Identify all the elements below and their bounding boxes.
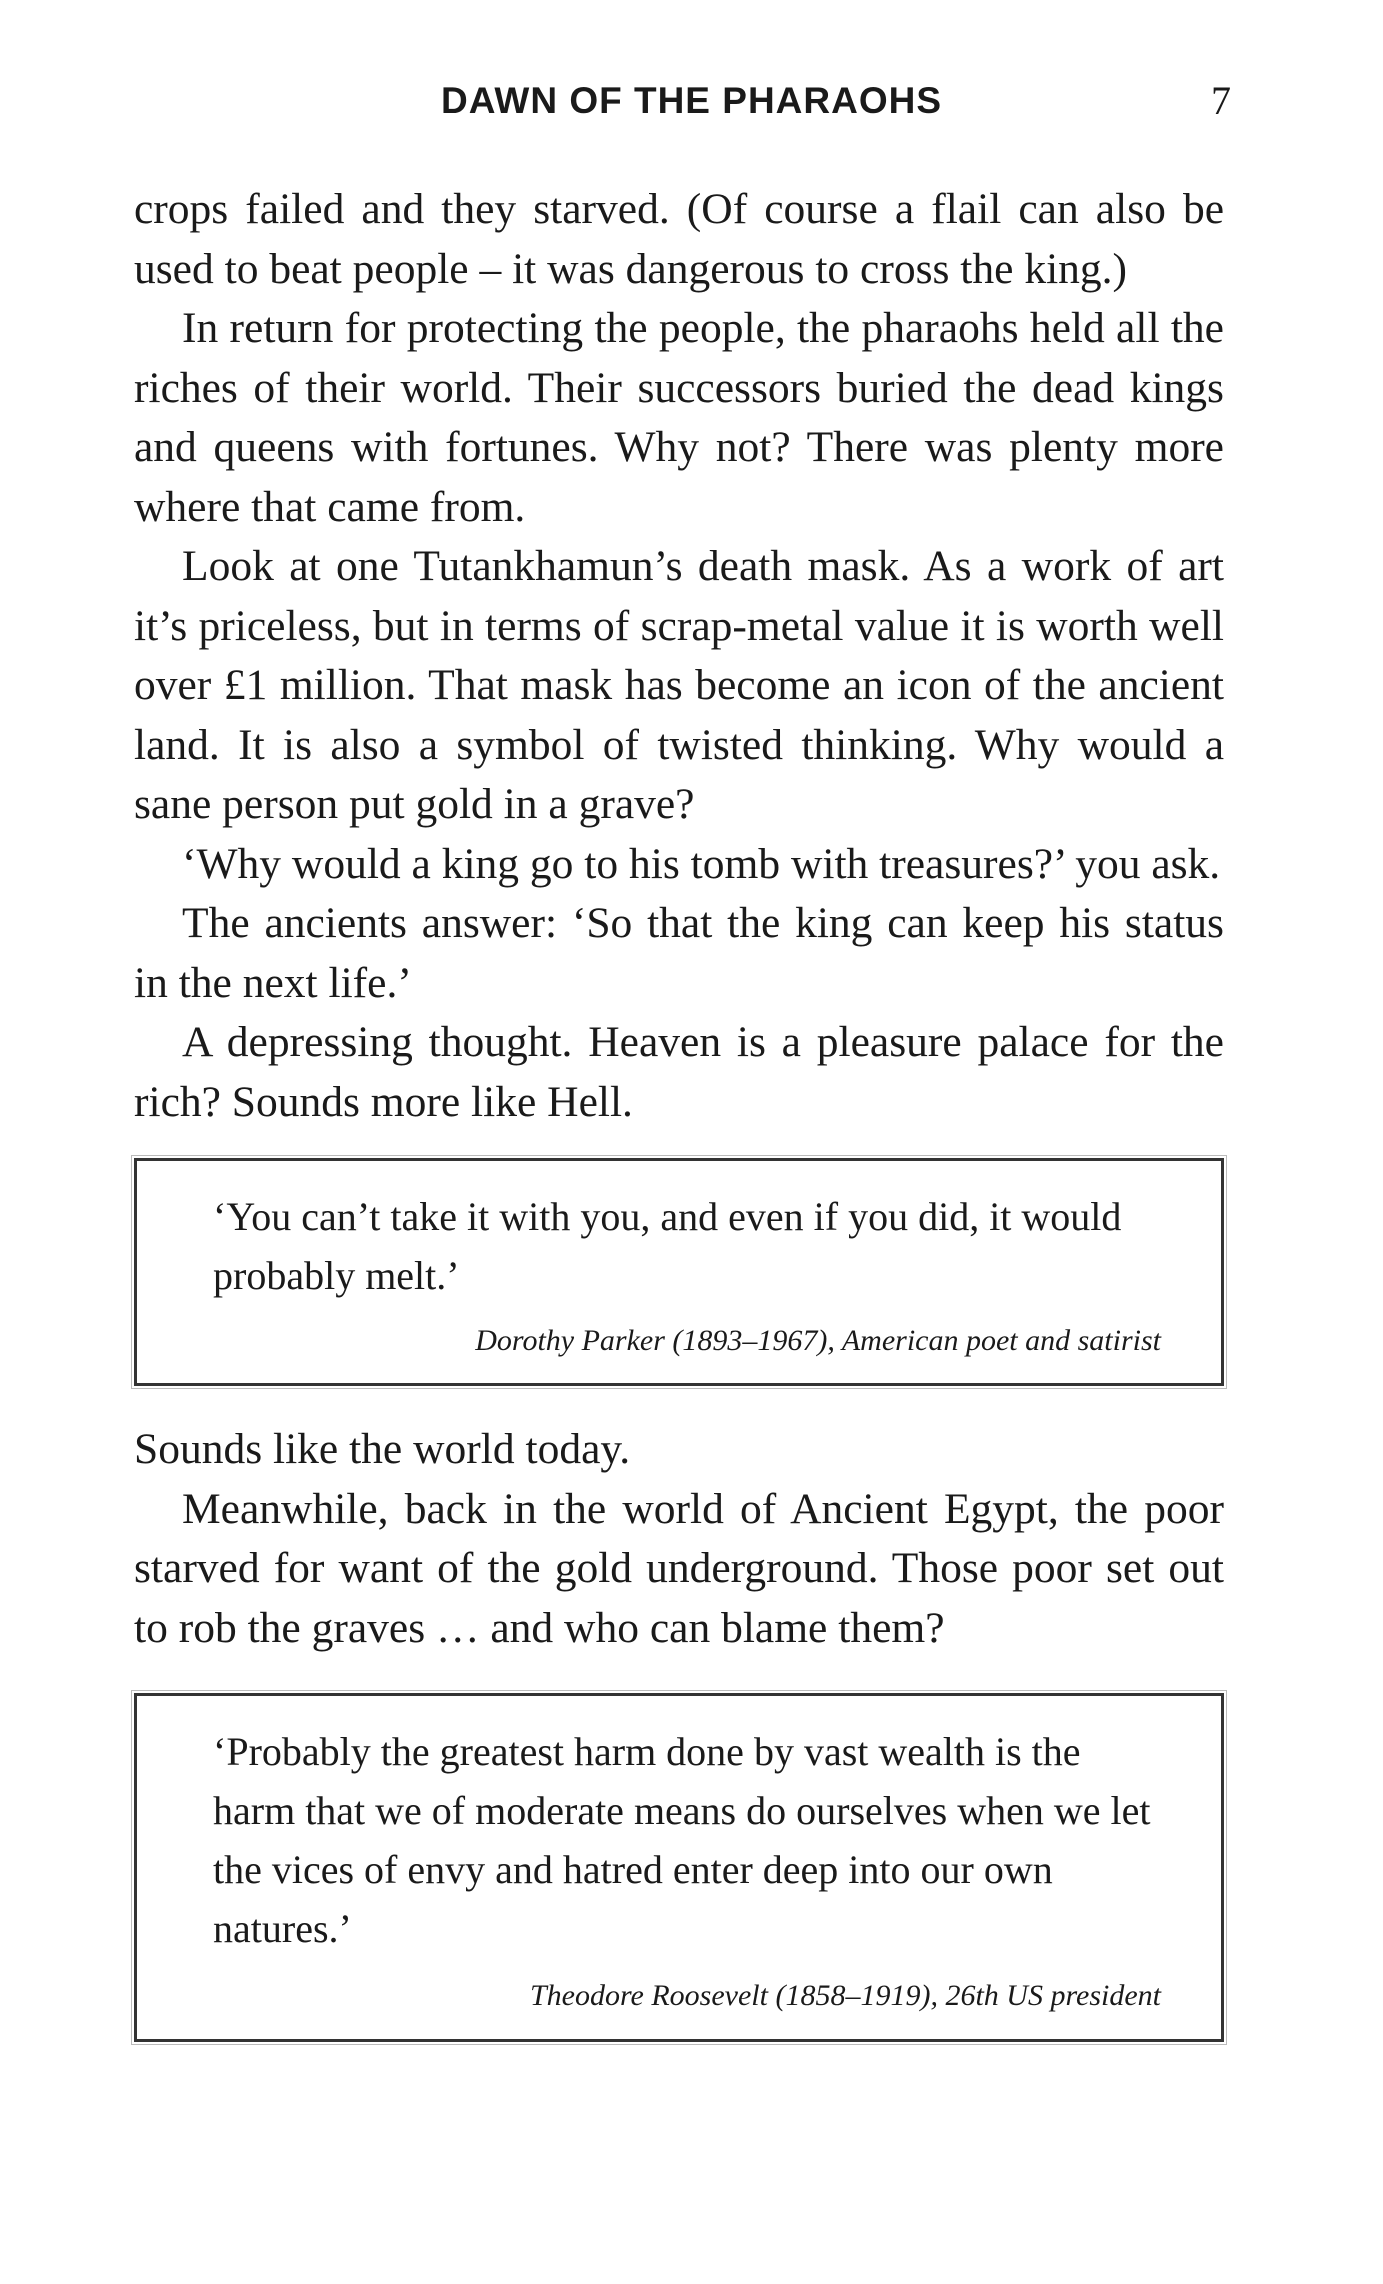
quote-box-roosevelt bbox=[134, 1693, 1224, 2042]
paragraph: A depressing thought. Heaven is a pleasure palace for the rich? Sounds more like Hell. bbox=[134, 1018, 1224, 1126]
quote-text: ‘You can’t take it with you, and even if you did, it would probably melt.’ bbox=[213, 1194, 1122, 1298]
paragraph: Meanwhile, back in the world of Ancient Egypt, the poor starved for want of the gold underground. Those poor set out to rob the graves … and who can blame them? bbox=[134, 1484, 1224, 1652]
paragraph: In return for protecting the people, the pharaohs held all the riches of their world. Their successors buried the dead kings and queens with fortunes. Why not? There was plenty more where that came from. bbox=[134, 304, 1224, 531]
paragraph: Look at one Tutankhamun’s death mask. As a work of art it’s priceless, but in terms of scrap-metal value it is worth well over £1 million. That mask has become an icon of the ancient land. It is also a symbol of twisted thinking. Why would a sane person put gold in a grave? bbox=[134, 542, 1224, 828]
running-title: DAWN OF THE PHARAOHS bbox=[441, 80, 942, 121]
body-text-top bbox=[134, 180, 1224, 1132]
running-head bbox=[0, 76, 1383, 126]
body-text-middle bbox=[134, 1420, 1224, 1658]
paragraph: The ancients answer: ‘So that the king can keep his status in the next life.’ bbox=[134, 899, 1224, 1007]
page-number: 7 bbox=[1211, 78, 1231, 123]
quote-attribution: Dorothy Parker (1893–1967), American poet and satirist bbox=[475, 1324, 1161, 1357]
paragraph: Sounds like the world today. bbox=[134, 1425, 631, 1473]
quote-text: ‘Probably the greatest harm done by vast wealth is the harm that we of moderate means do ourselves when we let the vices of envy and hatred enter deep into our own natures.’ bbox=[213, 1729, 1151, 1951]
quote-box-parker bbox=[134, 1158, 1224, 1386]
quote-attribution: Theodore Roosevelt (1858–1919), 26th US president bbox=[529, 1979, 1161, 2012]
paragraph: crops failed and they starved. (Of course a flail can also be used to beat people – it was dangerous to cross the king.) bbox=[134, 185, 1224, 293]
paragraph: ‘Why would a king go to his tomb with treasures?’ you ask. bbox=[182, 839, 1221, 888]
